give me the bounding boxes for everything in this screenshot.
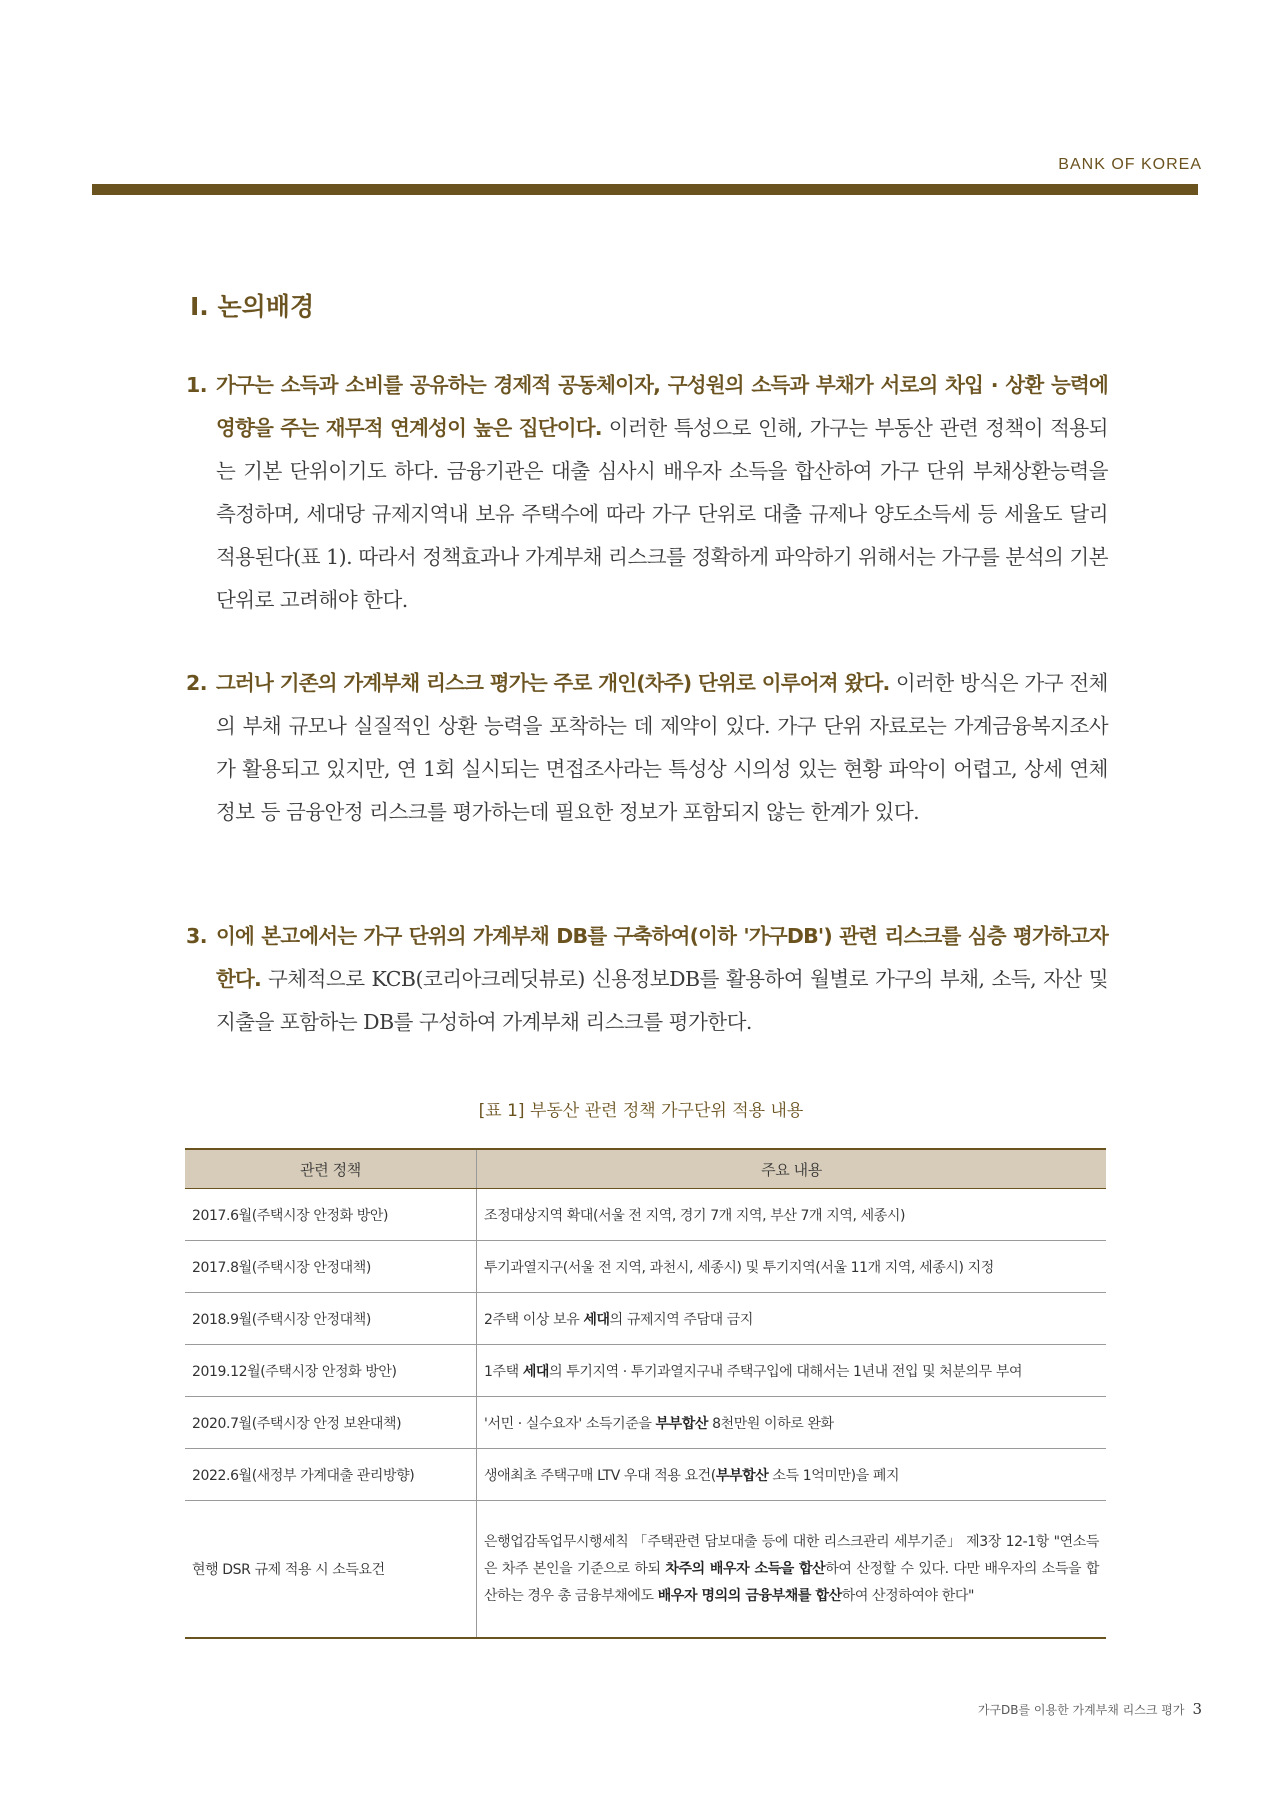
content-cell xyxy=(477,1345,1107,1397)
content-text: 8천만원 이하로 완화 xyxy=(708,1415,834,1432)
paragraph-body xyxy=(186,662,1108,834)
paragraph-1 xyxy=(186,364,1108,622)
emphasis-text: 배우자 명의의 금융부채를 합산 xyxy=(657,1587,842,1604)
content-text: 생애최초 주택구매 LTV 우대 적용 요건( xyxy=(484,1467,716,1484)
content-text: 조정대상지역 확대(서울 전 지역, 경기 7개 지역, 부산 7개 지역, 세종시) xyxy=(484,1207,906,1224)
column-header-content: 주요 내용 xyxy=(477,1149,1107,1189)
paragraph-number: 1. xyxy=(186,373,208,397)
footer-title: 가구DB를 이용한 가계부채 리스크 평가 xyxy=(977,1703,1185,1717)
content-text: 은행업감독업무시행세칙 「주택관련 담보대출 등에 대한 리스크관리 세부기준」 제3장 12-1항 "연소득은 차주 본인을 기준으로 하되 xyxy=(484,1533,1099,1577)
content-cell xyxy=(477,1501,1107,1639)
emphasis-text: 세대 xyxy=(583,1311,610,1328)
content-text: 하여 산정할 수 있다. 다만 배우자의 소득을 합산하는 경우 총 금융부채에도 xyxy=(484,1560,1099,1604)
section-title: Ⅰ. 논의배경 xyxy=(190,292,315,321)
emphasis-text: 부부합산 xyxy=(715,1467,769,1484)
paragraph-number: 2. xyxy=(186,671,208,695)
content-text: 1주택 xyxy=(484,1363,523,1380)
policy-cell: 2022.6월(새정부 가계대출 관리방향) xyxy=(185,1449,477,1501)
content-cell xyxy=(477,1241,1107,1293)
paragraph-lead: 이에 본고에서는 가구 단위의 가계부채 DB를 구축하여(이하 '가구DB') 관련 리스크를 심층 평가하고자 한다. xyxy=(216,924,1108,991)
policy-cell: 2017.8월(주택시장 안정대책) xyxy=(185,1241,477,1293)
policy-cell: 2017.6월(주택시장 안정화 방안) xyxy=(185,1189,477,1241)
emphasis-text: 부부합산 xyxy=(655,1415,709,1432)
policy-cell: 2018.9월(주택시장 안정대책) xyxy=(185,1293,477,1345)
policy-table xyxy=(185,1148,1106,1639)
table-row xyxy=(185,1241,1106,1293)
column-header-policy: 관련 정책 xyxy=(185,1149,477,1189)
paragraph-3 xyxy=(186,915,1108,1044)
paragraph-number: 3. xyxy=(186,924,208,948)
paragraph-body xyxy=(186,364,1108,622)
paragraph-lead: 그러나 기존의 가계부채 리스크 평가는 주로 개인(차주) 단위로 이루어져 왔다. xyxy=(216,671,890,695)
content-text: '서민 · 실수요자' 소득기준을 xyxy=(484,1415,656,1432)
emphasis-text: 세대 xyxy=(522,1363,550,1380)
table-row xyxy=(185,1345,1106,1397)
content-cell xyxy=(477,1293,1107,1345)
policy-cell: 현행 DSR 규제 적용 시 소득요건 xyxy=(185,1501,477,1639)
policy-cell: 2020.7월(주택시장 안정 보완대책) xyxy=(185,1397,477,1449)
table-caption: [표 1] 부동산 관련 정책 가구단위 적용 내용 xyxy=(478,1101,804,1121)
paragraph-2 xyxy=(186,662,1108,834)
content-text: 의 투기지역 · 투기과열지구내 주택구입에 대해서는 1년내 전입 및 처분의무 부여 xyxy=(549,1363,1023,1380)
paragraph-text: 이러한 특성으로 인해, 가구는 부동산 관련 정책이 적용되는 기본 단위이기도 하다. 금융기관은 대출 심사시 배우자 소득을 합산하여 가구 단위 부채상환능력을 측정하며, 세대당 규제지역내 보유 주택수에 따라 가구 단위로 대출 규제나 양도소득세 등 세율도 달리 적용된다(표 1). 따라서 정책효과나 가계부채 리스크를 정확하게 파악하기 위해서는 가구를 분석의 기본 단위로 고려해야 한다. xyxy=(216,416,1108,612)
paragraph-text: 구체적으로 KCB(코리아크레딧뷰로) 신용정보DB를 활용하여 월별로 가구의 부채, 소득, 자산 및 지출을 포함하는 DB를 구성하여 가계부채 리스크를 평가한다. xyxy=(216,967,1108,1034)
content-cell xyxy=(477,1189,1107,1241)
table-body xyxy=(185,1189,1106,1639)
paragraph-lead: 가구는 소득과 소비를 공유하는 경제적 공동체이자, 구성원의 소득과 부채가 서로의 차입 · 상환 능력에 영향을 주는 재무적 연계성이 높은 집단이다. xyxy=(216,373,1108,440)
content-text: 소득 1억미만)을 폐지 xyxy=(768,1467,900,1484)
content-text: 의 규제지역 주담대 금지 xyxy=(609,1311,754,1328)
page-footer xyxy=(978,1700,1202,1718)
table-row xyxy=(185,1449,1106,1501)
content-cell xyxy=(477,1397,1107,1449)
content-text: 2주택 이상 보유 xyxy=(484,1311,584,1328)
table-row xyxy=(185,1189,1106,1241)
header-rule xyxy=(92,184,1198,195)
table-row xyxy=(185,1501,1106,1639)
page-number: 3 xyxy=(1192,1700,1202,1718)
content-cell xyxy=(477,1449,1107,1501)
paragraph-body xyxy=(186,915,1108,1044)
org-label: BANK OF KOREA xyxy=(1058,156,1202,173)
policy-cell: 2019.12월(주택시장 안정화 방안) xyxy=(185,1345,477,1397)
paragraph-text: 이러한 방식은 가구 전체의 부채 규모나 실질적인 상환 능력을 포착하는 데 제약이 있다. 가구 단위 자료로는 가계금융복지조사가 활용되고 있지만, 연 1회 실시되는 면접조사라는 특성상 시의성 있는 현황 파악이 어렵고, 상세 연체 정보 등 금융안정 리스크를 평가하는데 필요한 정보가 포함되지 않는 한계가 있다. xyxy=(216,671,1108,824)
table-row xyxy=(185,1293,1106,1345)
content-text: 투기과열지구(서울 전 지역, 과천시, 세종시) 및 투기지역(서울 11개 지역, 세종시) 지정 xyxy=(484,1259,994,1276)
emphasis-text: 차주의 배우자 소득을 합산 xyxy=(665,1560,826,1577)
table-row xyxy=(185,1397,1106,1449)
content-text: 하여 산정하여야 한다" xyxy=(841,1587,975,1604)
table-header-row xyxy=(185,1149,1106,1189)
